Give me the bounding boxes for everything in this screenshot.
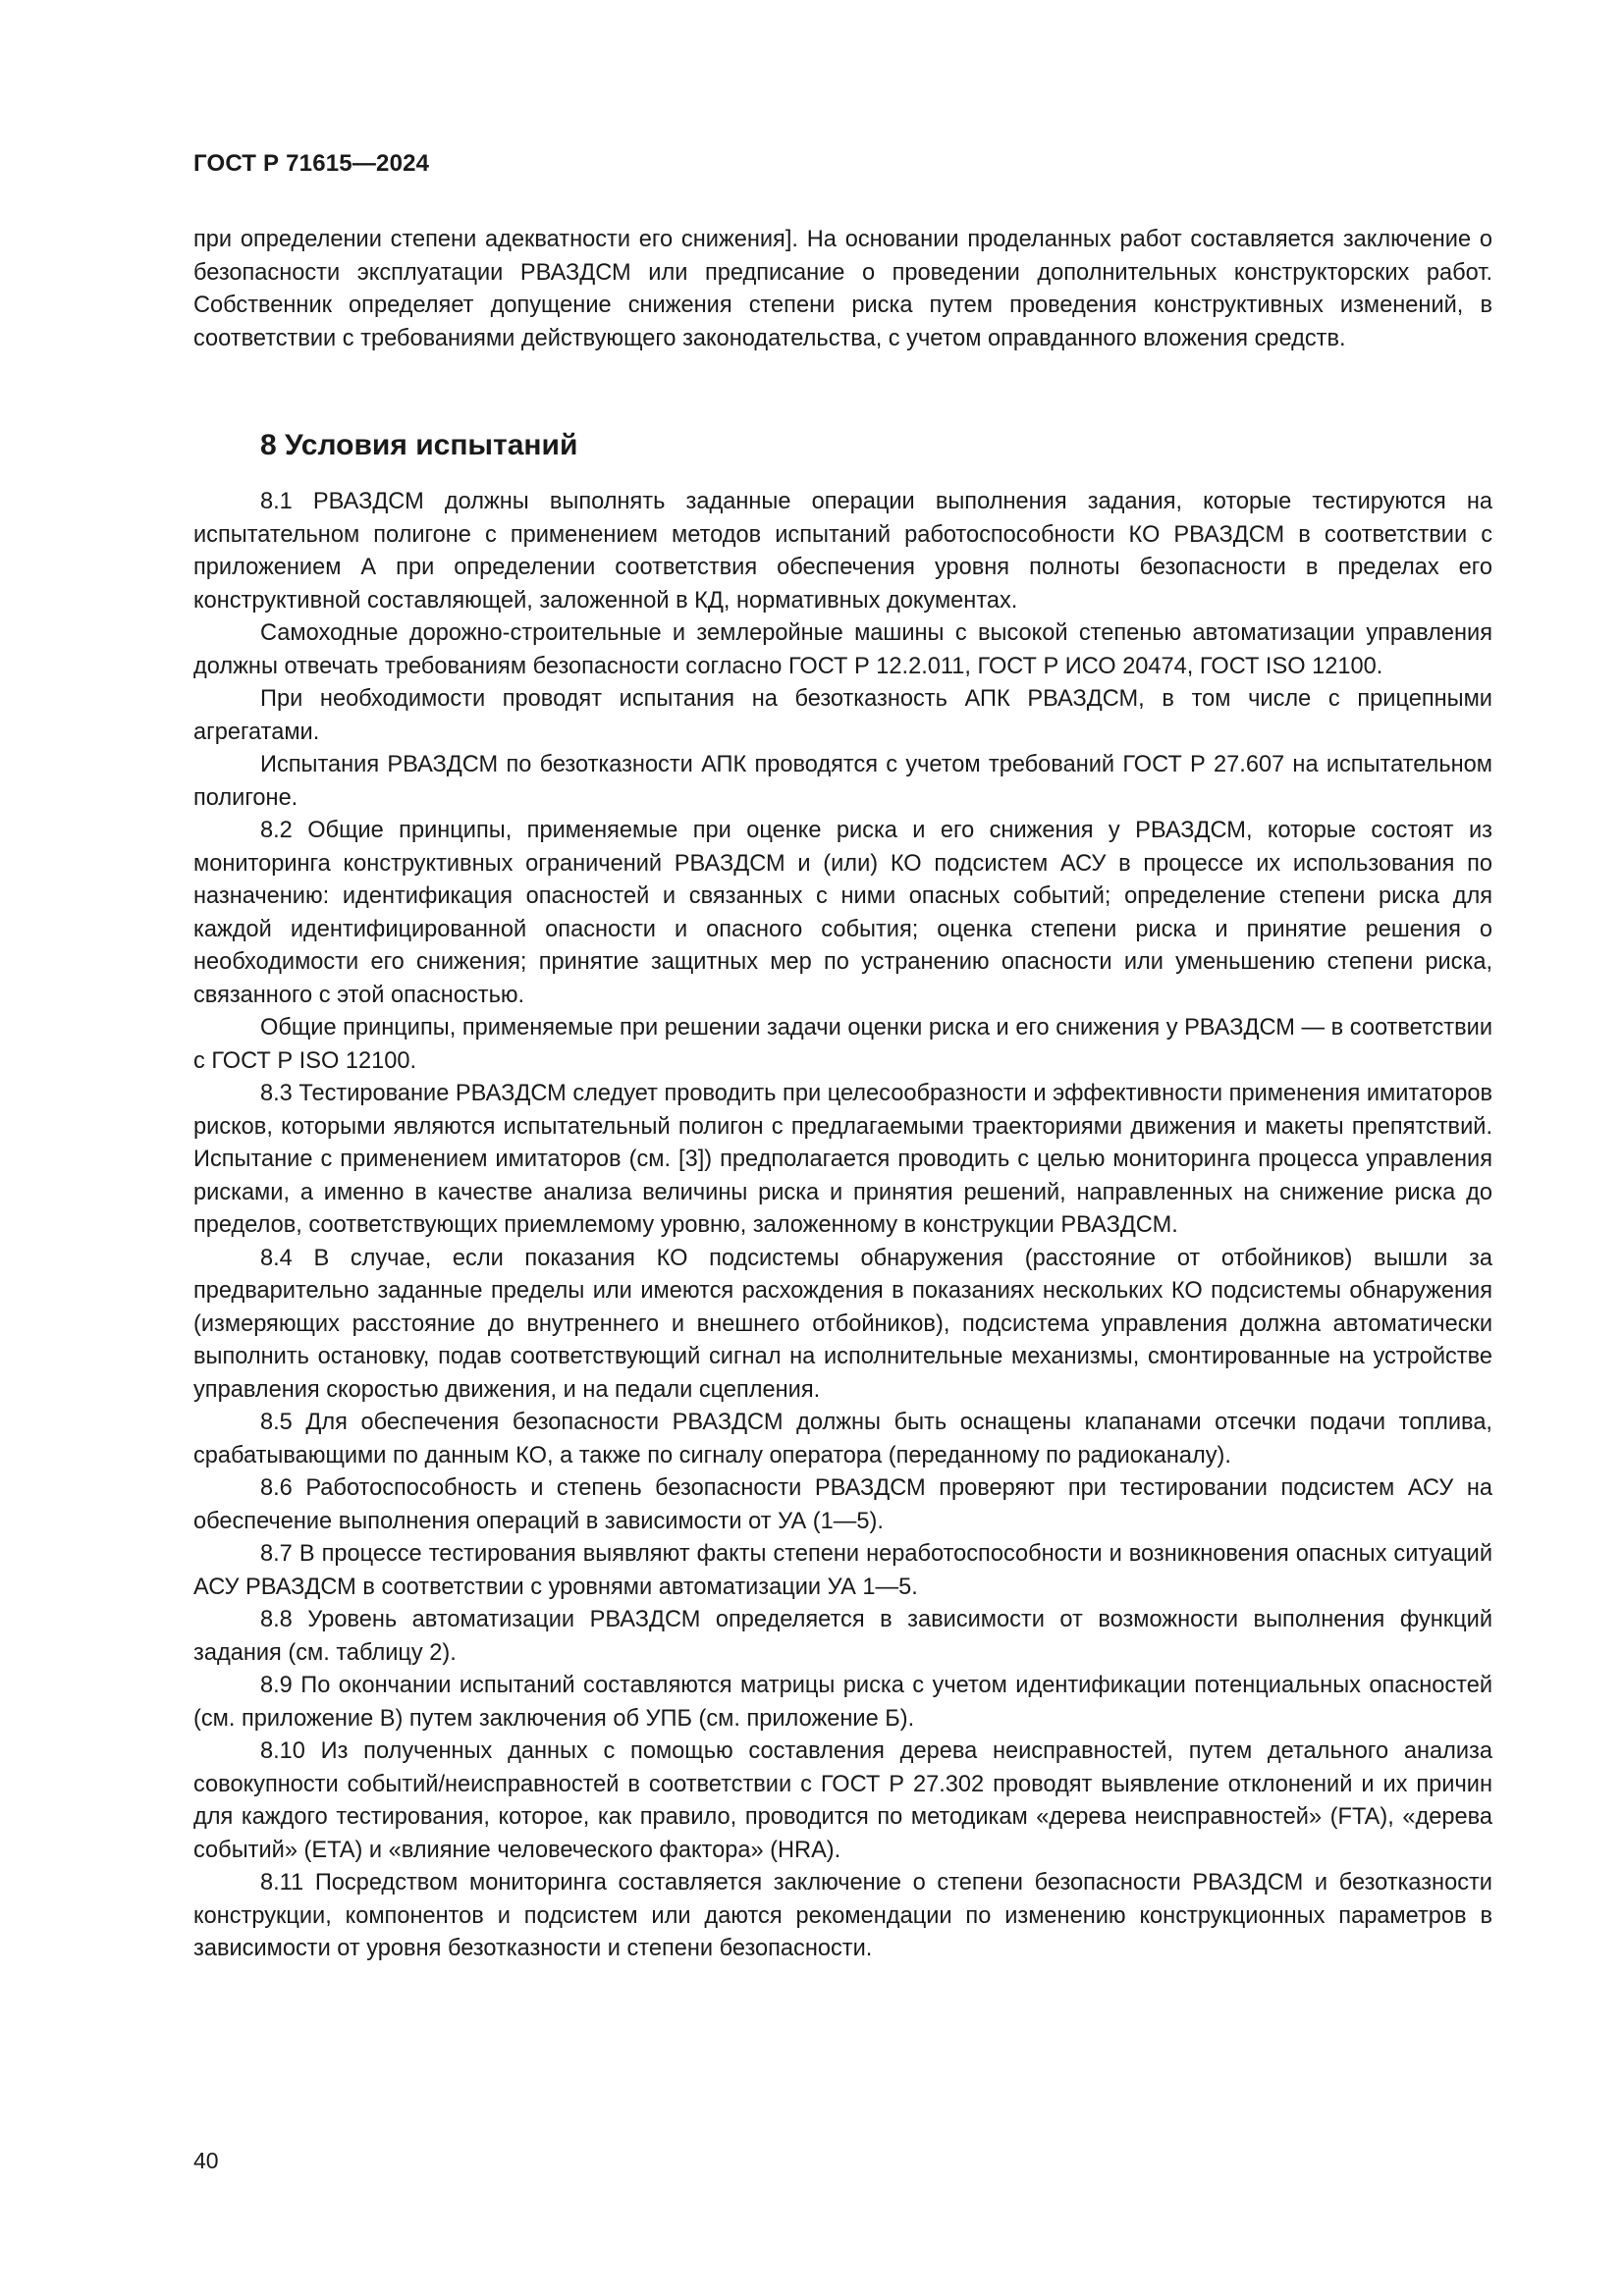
paragraph-8-1: 8.1 РВАЗДСМ должны выполнять заданные операции выполнения задания, которые тестируются на испытательном полигоне с применением методов испытаний работоспособности КО РВАЗДСМ в соответствии с приложением А при определении соответствия обеспечения уровня полноты безопасности в пределах его конструктивной составляющей, заложенной в КД, нормативных документах.: [193, 489, 1492, 614]
section-title: 8 Условия испытаний: [260, 429, 578, 461]
paragraph-8-1-machines: Самоходные дорожно-строительные и землеройные машины с высокой степенью автоматизации управления должны отвечать требованиям безопасности согласно ГОСТ Р 12.2.011, ГОСТ Р ИСО 20474, ГОСТ ISO 12100.: [193, 620, 1492, 679]
paragraph-8-11: 8.11 Посредством мониторинга составляется заключение о степени безопасности РВАЗДСМ и безотказности конструкции, компонентов и подсистем или даются рекомендации по изменению конструкционных параметров в зависимости от уровня безотказности и степени безопасности.: [193, 1870, 1492, 1961]
standard-header: ГОСТ Р 71615—2024: [193, 150, 430, 177]
paragraph-8-2-principles: Общие принципы, применяемые при решении задачи оценки риска и его снижения у РВАЗДСМ — в соответствии с ГОСТ Р ISO 12100.: [193, 1015, 1492, 1074]
intro-paragraph: при определении степени адекватности его снижения]. На основании проделанных работ составляется заключение о безопасности эксплуатации РВАЗДСМ или предписание о проведении дополнительных конструкторских работ. Собственник определяет допущение снижения степени риска путем проведения конструктивных изменений, в соответствии с требованиями действующего законодательства, с учетом оправданного вложения средств.: [193, 227, 1492, 351]
page-number: 40: [193, 2148, 219, 2173]
paragraph-8-1-testing: Испытания РВАЗДСМ по безотказности АПК проводятся с учетом требований ГОСТ Р 27.607 на испытательном полигоне.: [193, 752, 1492, 811]
paragraph-8-9: 8.9 По окончании испытаний составляются матрицы риска с учетом идентификации потенциальных опасностей (см. приложение В) путем заключения об УПБ (см. приложение Б).: [193, 1673, 1492, 1732]
paragraph-8-8: 8.8 Уровень автоматизации РВАЗДСМ определяется в зависимости от возможности выполнения функций задания (см. таблицу 2).: [193, 1607, 1492, 1666]
paragraph-8-4: 8.4 В случае, если показания КО подсистемы обнаружения (расстояние от отбойников) вышли за предварительно заданные пределы или имеются расхождения в показаниях нескольких КО подсистемы обнаружения (измеряющих расстояние до внутреннего и внешнего отбойников), подсистема управления должна автоматически выполнить остановку, подав соответствующий сигнал на исполнительные механизмы, смонтированные на устройстве управления скоростью движения, и на педали сцепления.: [193, 1245, 1492, 1403]
paragraph-8-7: 8.7 В процессе тестирования выявляют факты степени неработоспособности и возникновения опасных ситуаций АСУ РВАЗДСМ в соответствии с уровнями автоматизации УА 1—5.: [193, 1541, 1492, 1600]
paragraph-8-1-reliability: При необходимости проводят испытания на безотказность АПК РВАЗДСМ, в том числе с прицепными агрегатами.: [193, 686, 1492, 745]
paragraph-8-6: 8.6 Работоспособность и степень безопасности РВАЗДСМ проверяют при тестировании подсистем АСУ на обеспечение выполнения операций в зависимости от УА (1—5).: [193, 1475, 1492, 1534]
paragraph-8-10: 8.10 Из полученных данных с помощью составления дерева неисправностей, путем детального анализа совокупности событий/неисправностей в соответствии с ГОСТ Р 27.302 проводят выявление отклонений и их причин для каждого тестирования, которое, как правило, проводится по методикам «дерева неисправностей» (FTA), «дерева событий» (ETA) и «влияние человеческого фактора» (HRA).: [193, 1738, 1492, 1863]
intro-text: [193, 224, 1492, 355]
paragraph-8-2: 8.2 Общие принципы, применяемые при оценке риска и его снижения у РВАЗДСМ, которые состоят из мониторинга конструктивных ограничений РВАЗДСМ и (или) КО подсистем АСУ в процессе их использования по назначению: идентификация опасностей и связанных с ними опасных событий; определение степени риска для каждой идентифицированной опасности и опасного события; оценка степени риска и принятие решения о необходимости его снижения; принятие защитных мер по устранению опасности или уменьшению степени риска, связанного с этой опасностью.: [193, 818, 1492, 1008]
paragraph-8-5: 8.5 Для обеспечения безопасности РВАЗДСМ должны быть оснащены клапанами отсечки подачи топлива, срабатывающими по данным КО, а также по сигналу оператора (переданному по радиоканалу).: [193, 1410, 1492, 1468]
paragraph-8-3: 8.3 Тестирование РВАЗДСМ следует проводить при целесообразности и эффективности применения имитаторов рисков, которыми являются испытательный полигон с предлагаемыми траекториями движения и макеты препятствий. Испытание с применением имитаторов (см. [3]) предполагается проводить с целью мониторинга процесса управления рисками, а именно в качестве анализа величины риска и принятия решений, направленных на снижение риска до пределов, соответствующих приемлемому уровню, заложенному в конструкции РВАЗДСМ.: [193, 1081, 1492, 1238]
section-body: [193, 486, 1492, 1966]
